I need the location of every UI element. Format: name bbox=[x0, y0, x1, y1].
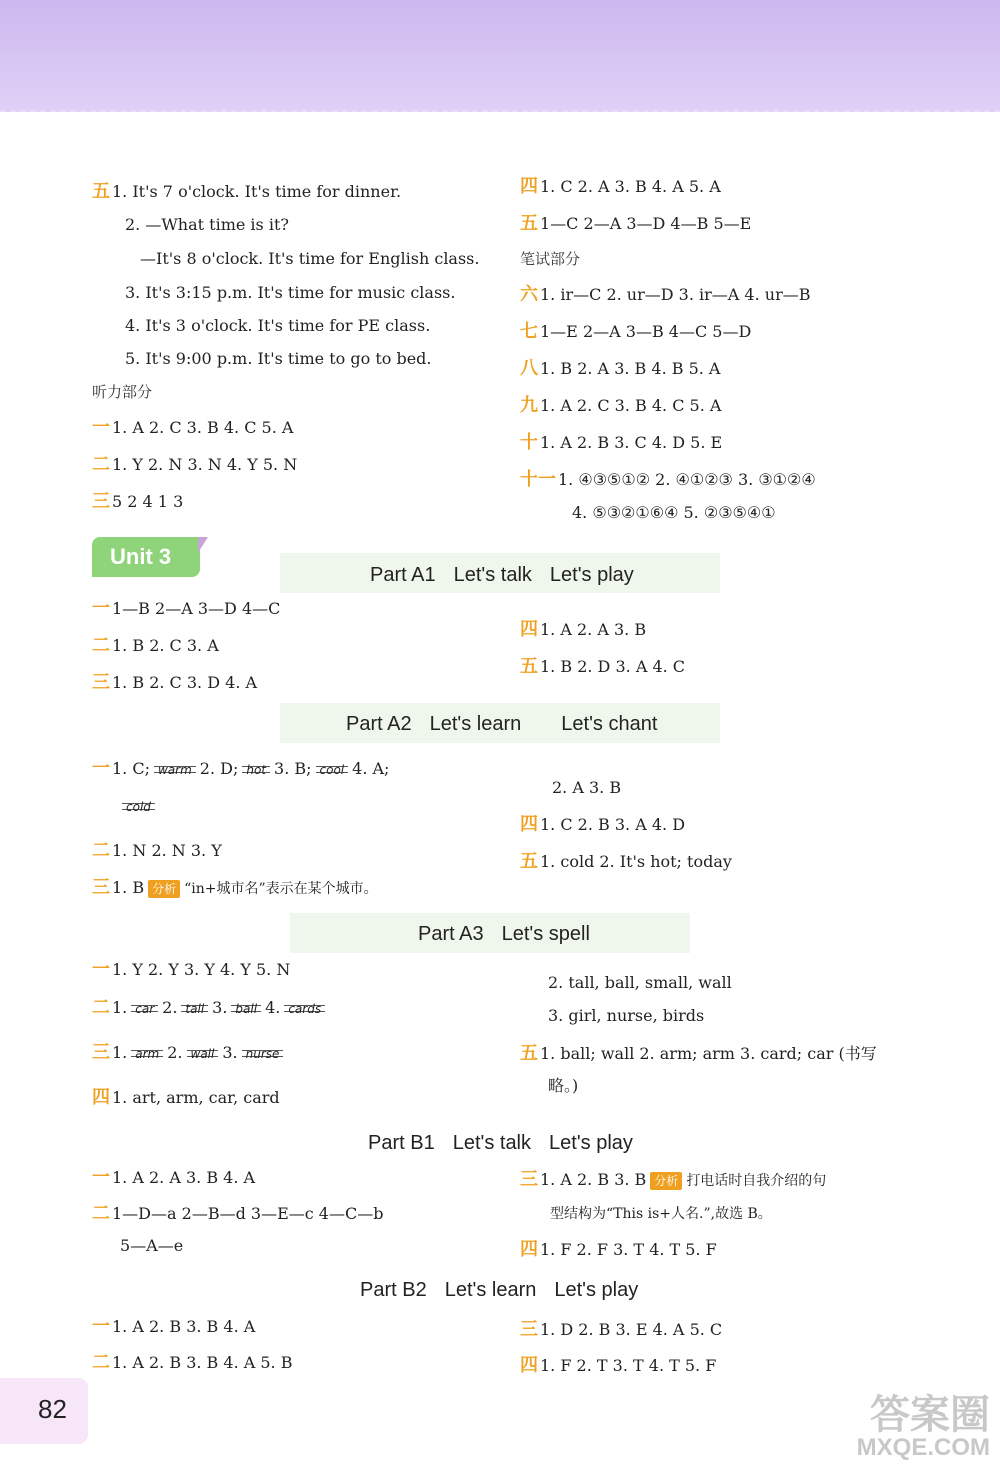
answer-line bbox=[118, 796, 159, 816]
handwritten-word: cold bbox=[122, 799, 155, 815]
handwritten-word: warm bbox=[154, 762, 196, 778]
answer-line: 二 1. Y 2. N 3. N 4. Y 5. N bbox=[92, 454, 298, 475]
part-heading: Part A2 Let's learn Let's chant bbox=[346, 713, 658, 735]
analysis-tag: 分析 bbox=[148, 880, 180, 898]
section-title: 听力部分 bbox=[92, 384, 153, 401]
part-heading: Part B2 Let's learn Let's play bbox=[360, 1279, 639, 1301]
handwritten-word: hot bbox=[242, 762, 270, 778]
answer-line: 2. tall, ball, small, wall bbox=[548, 973, 732, 992]
handwritten-word: ball bbox=[231, 1001, 261, 1017]
handwritten-word: nurse bbox=[242, 1046, 284, 1062]
answer-line: —It's 8 o'clock. It's time for English class. bbox=[140, 249, 480, 268]
answer-line: 五 1. It's 7 o'clock. It's time for dinner. bbox=[92, 181, 402, 202]
answer-line: 三 1. A 2. B 3. B 分析 打电话时自我介绍的句 bbox=[520, 1169, 827, 1190]
handwritten-word: cards bbox=[284, 1001, 325, 1017]
answer-line: 一 1. A 2. A 3. B 4. A bbox=[92, 1167, 256, 1188]
answer-line: 二 1. B 2. C 3. A bbox=[92, 635, 219, 656]
handwritten-word: wall bbox=[187, 1046, 219, 1062]
watermark-logo: 答案圈 MXQE.COM bbox=[856, 1393, 990, 1461]
answer-line: 二 1. A 2. B 3. B 4. A 5. B bbox=[92, 1352, 293, 1373]
answer-line: 四 1. F 2. F 3. T 4. T 5. F bbox=[520, 1239, 717, 1260]
unit-label: Unit 3 bbox=[92, 537, 200, 577]
answer-line: 五 1—C 2—A 3—D 4—B 5—E bbox=[520, 213, 752, 234]
answer-line: 九 1. A 2. C 3. B 4. C 5. A bbox=[520, 395, 722, 416]
handwritten-word: cool bbox=[316, 762, 349, 778]
answer-line: 三 1. B 分析 “in+城市名”表示在某个城市。 bbox=[92, 877, 378, 898]
answer-line: 三 1. arm 2. wall 3. nurse bbox=[92, 1043, 287, 1063]
answer-line: 一 1. A 2. C 3. B 4. C 5. A bbox=[92, 417, 294, 438]
answer-line: 3. girl, nurse, birds bbox=[548, 1006, 705, 1025]
answer-line: 2. —What time is it? bbox=[125, 215, 289, 234]
top-banner bbox=[0, 0, 1000, 112]
answer-line: 4. It's 3 o'clock. It's time for PE class. bbox=[125, 316, 431, 335]
answer-line: 一 1. Y 2. Y 3. Y 4. Y 5. N bbox=[92, 959, 291, 980]
answer-line: 十 1. A 2. B 3. C 4. D 5. E bbox=[520, 432, 723, 453]
answer-line: 五 1. cold 2. It's hot; today bbox=[520, 851, 732, 872]
answer-line: 一 1. A 2. B 3. B 4. A bbox=[92, 1316, 256, 1337]
answer-line: 4. ⑤③②①⑥④ 5. ②③⑤④① bbox=[572, 503, 776, 522]
part-heading: Part A1 Let's talk Let's play bbox=[370, 564, 634, 586]
analysis-tag: 分析 bbox=[650, 1172, 682, 1190]
answer-line: 型结构为“This is+人名.”,故选 B。 bbox=[550, 1206, 772, 1222]
answer-line: 四 1. C 2. A 3. B 4. A 5. A bbox=[520, 176, 721, 197]
answer-line: 二 1. car 2. tall 3. ball 4. cards bbox=[92, 998, 329, 1018]
answer-line: 一 1—B 2—A 3—D 4—C bbox=[92, 598, 281, 619]
answer-line: 二 1. N 2. N 3. Y bbox=[92, 840, 222, 861]
answer-line: 四 1. F 2. T 3. T 4. T 5. F bbox=[520, 1355, 717, 1376]
answer-line: 六 1. ir—C 2. ur—D 3. ir—A 4. ur—B bbox=[520, 284, 811, 305]
answer-line: 四 1. A 2. A 3. B bbox=[520, 619, 647, 640]
section-title: 笔试部分 bbox=[520, 251, 581, 268]
answer-line: 5—A—e bbox=[120, 1236, 184, 1255]
page-number: 82 bbox=[38, 1394, 67, 1424]
answer-line: 五 1. ball; wall 2. arm; arm 3. card; car (书写 bbox=[520, 1043, 877, 1064]
handwritten-word: arm bbox=[131, 1046, 163, 1062]
answer-line: 三 1. B 2. C 3. D 4. A bbox=[92, 672, 258, 693]
answer-line: 一 1. C; warm 2. D; hot 3. B; cool 4. A; bbox=[92, 758, 390, 779]
answer-line: 5. It's 9:00 p.m. It's time to go to bed. bbox=[125, 349, 432, 368]
answer-line: 四 1. art, arm, car, card bbox=[92, 1087, 280, 1108]
part-heading: Part B1 Let's talk Let's play bbox=[368, 1132, 633, 1154]
answer-line: 八 1. B 2. A 3. B 4. B 5. A bbox=[520, 358, 721, 379]
unit-flag-decoration bbox=[198, 537, 208, 553]
answer-line: 三 1. D 2. B 3. E 4. A 5. C bbox=[520, 1319, 723, 1340]
part-heading: Part A3 Let's spell bbox=[418, 923, 590, 945]
handwritten-word: tall bbox=[181, 1001, 208, 1017]
answer-line: 二 1—D—a 2—B—d 3—E—c 4—C—b bbox=[92, 1203, 384, 1224]
answer-line: 2. A 3. B bbox=[552, 778, 622, 797]
answer-line: 略。) bbox=[548, 1076, 579, 1095]
answer-line: 五 1. B 2. D 3. A 4. C bbox=[520, 656, 686, 677]
answer-line: 十一 1. ④③⑤①② 2. ④①②③ 3. ③①②④ bbox=[520, 469, 816, 490]
banner-divider bbox=[0, 110, 1000, 112]
answer-line: 四 1. C 2. B 3. A 4. D bbox=[520, 814, 686, 835]
answer-line: 三 5 2 4 1 3 bbox=[92, 491, 184, 512]
handwritten-word: car bbox=[131, 1001, 158, 1017]
answer-line: 3. It's 3:15 p.m. It's time for music class. bbox=[125, 283, 456, 302]
answer-line: 七 1—E 2—A 3—B 4—C 5—D bbox=[520, 321, 752, 342]
